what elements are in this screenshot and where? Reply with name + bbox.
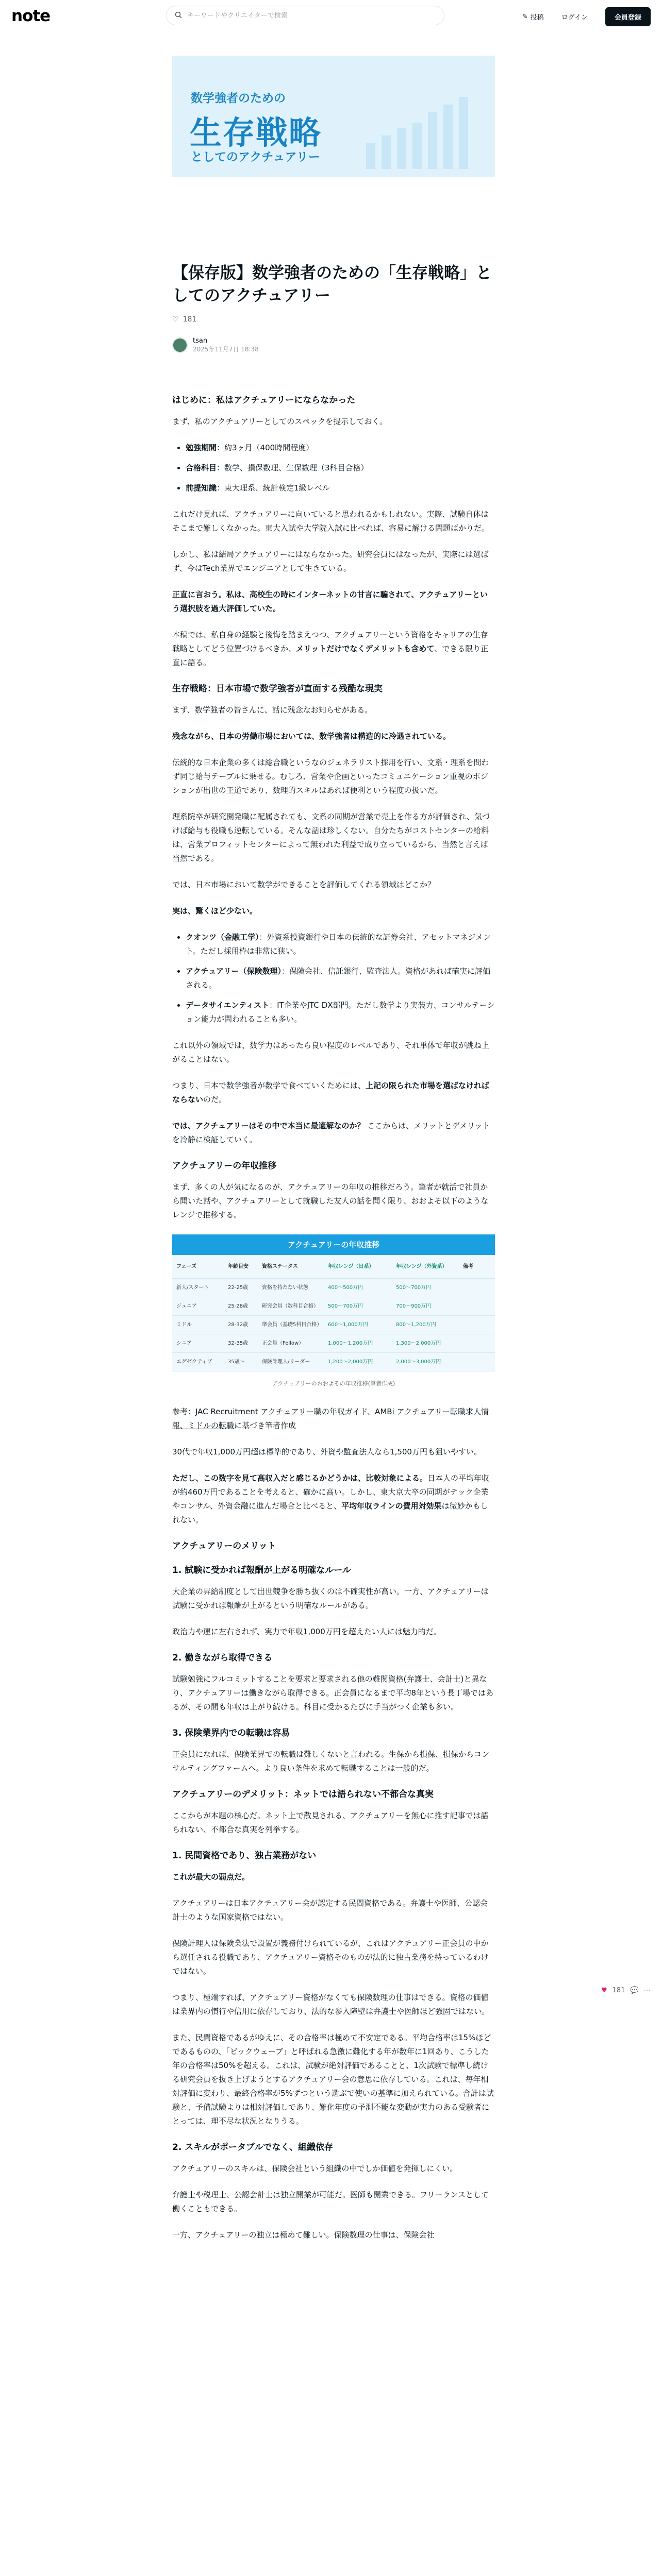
heart-icon[interactable]: ♥ bbox=[601, 1987, 607, 1994]
paragraph: まず、数学強者の皆さんに、話に残念なお知らせがある。 bbox=[172, 705, 373, 715]
paragraph: では、日本市場において数学ができることを評価してくれる領域はどこか？ bbox=[172, 880, 436, 889]
spec-list bbox=[172, 441, 495, 495]
publish-date: 2025年11月7日 18:38 bbox=[193, 346, 259, 353]
paragraph: また、民間資格であるがゆえに、その合格率は極めて不安定である。平均合格率は15%ほどであるものの、「ビックウェーブ」と呼ばれる急激に難化する年が数年に1回あり、こうした年の合格率は50%を超える。これは、試験が絶対評価であることと、1次試験で標準し続ける研究会員を抜き上げようとするアクチュアリー会の意思に依存している。これは、毎年相対評価に変わり、最終合格率が5%ずつという選ぶで使いの基準に加えられている。合計は試験と、予備試験よりは相対評価しであり、難化年度の予測不能な変動が実力のある受験者にとっては、理不尽な状況となりうる。 bbox=[172, 2033, 494, 2126]
list-item: • クオンツ（金融工学）：外資系投資銀行や日本の伝統的な証券会社、アセットマネジメント。ただし採用枠は非常に狭い。 bbox=[186, 930, 495, 958]
paragraph: 実は、驚くほど少ない。 bbox=[172, 906, 258, 916]
salary-table bbox=[172, 1234, 495, 1371]
paragraph: これ以外の領域では、数学力はあったら良い程度のレベルであり、それ単体で年収が跳ね上がることはない。 bbox=[172, 1041, 489, 1064]
sub-heading: 1. 民間資格であり、独占業務がない bbox=[172, 1851, 317, 1861]
header-image bbox=[172, 56, 495, 177]
like-count: 181 bbox=[183, 315, 197, 324]
comment-icon[interactable]: 💬 bbox=[630, 1987, 639, 1994]
table-header-row: フェーズ 年齢目安 資格ステータス 年収レンジ（日系） 年収レンジ（外資系） 備考 bbox=[172, 1255, 495, 1279]
paragraph: しかし、私は結局アクチュアリーにはならなかった。研究会員にはなったが、実際には選ばず、今はTech業界でエンジニアとして生きている。 bbox=[172, 550, 489, 573]
paragraph: まず、私のアクチュアリーとしてのスペックを提示しておく。 bbox=[172, 417, 388, 426]
note-logo[interactable]: note bbox=[11, 7, 51, 25]
paragraph: 大企業の昇給制度として出世競争を勝ち抜くのは不確実性が高い。一方、アクチュアリーは試験に受かれば報酬が上がるという明確なルールがある。 bbox=[172, 1587, 489, 1610]
paragraph: 残念ながら、日本の労働市場においては、数学強者は構造的に冷遇されている。 bbox=[172, 732, 451, 741]
reference-links[interactable]: JAC Recruitment アクチュアリー職の年収ガイド、AMBi アクチュアリー転職求人情報、ミドルの転職 bbox=[172, 1407, 489, 1430]
avatar[interactable] bbox=[172, 337, 188, 353]
table-title: アクチュアリーの年収推移 bbox=[172, 1234, 495, 1255]
hero-line-1: 数学強者のための bbox=[191, 92, 286, 105]
paragraph: 政治力や運に左右されず、実力で年収1,000万円を超えたい人には魅力的だ。 bbox=[172, 1627, 441, 1636]
post-label: 投稿 bbox=[530, 14, 544, 22]
more-icon[interactable]: ⋯ bbox=[643, 1987, 651, 1994]
paragraph: 30代で年収1,000万円超は標準的であり、外資や監査法人なら1,500万円も狙いやすい。 bbox=[172, 1447, 482, 1456]
paragraph: 理系院卒が研究開発職に配属されても、文系の同期が営業で売上を作る方が評価され、気づけば給与も役職も逆転している。そんな話は珍しくない。自分たちがコストセンターの給料は、営業プロフィットセンターによって無われた利益で成り立っているから、当然と言えば当然である。 bbox=[172, 812, 490, 863]
article-body bbox=[172, 383, 495, 2255]
section-heading: はじめに：私はアクチュアリーにならなかった bbox=[172, 395, 356, 405]
list-item: • データサイエンティスト：IT企業やJTC DX部門。ただし数学より実装力、コンサルテーション能力が問われることも多い。 bbox=[186, 998, 495, 1026]
list-item: • 前提知識：東大理系、統計検定1級レベル bbox=[186, 481, 495, 495]
reference: 参考：JAC Recruitment アクチュアリー職の年収ガイド、AMBi アクチュアリー転職求人情報、ミドルの転職に基づき筆者作成 bbox=[172, 1407, 489, 1430]
sub-heading: 3. 保険業界内での転職は容易 bbox=[172, 1728, 290, 1738]
field-list bbox=[172, 930, 495, 1026]
list-item: • 勉強期間：約3ヶ月（400時間程度） bbox=[186, 441, 495, 455]
search-input[interactable] bbox=[187, 12, 424, 20]
paragraph: これが最大の弱点だ。 bbox=[172, 1872, 250, 1882]
login-button[interactable]: ログイン bbox=[561, 14, 588, 22]
heart-icon[interactable]: ♡ bbox=[172, 315, 179, 324]
article-title: 【保存版】数学強者のための「生存戦略」としてのアクチュアリー bbox=[172, 264, 492, 305]
pen-icon: ✎ bbox=[522, 13, 528, 21]
paragraph: つまり、日本で数学強者が数学で食べていくためには、上記の限られた市場を選ばなければならないのだ。 bbox=[172, 1081, 490, 1104]
search-box[interactable] bbox=[166, 6, 444, 25]
table-row: エグゼクティブ 35歳〜 保険計理人/リーダー 1,200〜2,000万円 2,000〜3,000万円 bbox=[172, 1353, 495, 1371]
signup-button[interactable]: 会員登録 bbox=[605, 7, 651, 26]
table-caption: アクチュアリーのおおよその年収推移(筆者作成) bbox=[272, 1380, 395, 1387]
paragraph: アクチュアリーのスキルは、保険会社という組織の中でしか価値を発揮しにくい。 bbox=[172, 2164, 458, 2173]
table-row: ミドル 28-32歳 準会員（基礎5科目合格） 600〜1,000万円 800〜1,200万円 bbox=[172, 1316, 495, 1334]
author-name[interactable]: tsan bbox=[193, 337, 208, 345]
hero-line-2: 生存戦略 bbox=[190, 114, 322, 151]
section-heading: 生存戦略：日本市場で数学強者が直面する残酷な現実 bbox=[172, 684, 383, 694]
like-count: 181 bbox=[612, 1987, 625, 1994]
paragraph: 本稿では、私自身の経験と後悔を踏まえつつ、アクチュアリーという資格をキャリアの生存戦略としてどう位置づけるべきか、メリットだけでなくデメリットも含めて、できる限り正直に語る。 bbox=[172, 630, 489, 667]
site-header bbox=[0, 0, 662, 32]
post-link[interactable] bbox=[522, 12, 544, 22]
section-heading: アクチュアリーの年収推移 bbox=[172, 1161, 277, 1171]
section-heading: アクチュアリーのメリット bbox=[172, 1541, 276, 1551]
paragraph: これだけ見れば、アクチュアリーに向いていると思われるかもしれない。実際、試験自体はそこまで難しくなかった。東大入試や大学院入試に比べれば、容易に解ける問題ばかりだ。 bbox=[172, 510, 490, 533]
paragraph: まず、多くの人が気になるのが、アクチュアリーの年収の推移だろう。筆者が就活で社員から聞いた話や、アクチュアリーとして就職した友人の話を聞く限り、おおよそ以下のようなレンジで推移する。 bbox=[172, 1182, 489, 1219]
section-heading: アクチュアリーのデメリット：ネットでは語られない不都合な真実 bbox=[172, 1789, 434, 1800]
table-row: 新人/スタート 22-25歳 資格を持たない状態 400〜500万円 500〜700万円 bbox=[172, 1279, 495, 1297]
paragraph: では、アクチュアリーはその中で本当に最適解なのか？ ここからは、メリットとデメリットを冷静に検証していく。 bbox=[172, 1121, 490, 1144]
table-row: ジュニア 25-28歳 研究会員（数科目合格） 500〜700万円 700〜900万円 bbox=[172, 1297, 495, 1316]
table-row: シニア 32-35歳 正会員（Fellow） 1,000〜1,200万円 1,300〜2,000万円 bbox=[172, 1334, 495, 1353]
paragraph: アクチュアリーは日本アクチュアリー会が認定する民間資格である。弁護士や医師、公認会計士のような国家資格ではない。 bbox=[172, 1899, 488, 1922]
paragraph: 伝統的な日本企業の多くは総合職というなのジェネラリスト採用を行い、文系・理系を問わず同じ給与テーブルに乗せる。むしろ、営業や企画といったコミュニケーション重視のポジションが出世の王道であり、数理的スキルはあれば便利という程度の扱いだ。 bbox=[172, 758, 489, 795]
paragraph: 弁護士や税理士、公認会計士は独立開業が可能だ。医師も開業できる。フリーランスとして働くこともできる。 bbox=[172, 2190, 489, 2213]
bar-graph-decoration bbox=[361, 87, 479, 169]
paragraph: つまり、極端すれば、アクチュアリー資格がなくても保険数理の仕事はできる。資格の価値は業界内の慣行や信用に依存しており、法的な参入障壁は弁護士や医師ほど強固ではない。 bbox=[172, 1993, 490, 2016]
hero-line-3: としてのアクチュアリー bbox=[191, 150, 320, 164]
paragraph: 正直に言おう。私は、高校生の時にインターネットの甘言に騙されて、アクチュアリーという選択肢を過大評価していた。 bbox=[172, 590, 488, 613]
sub-heading: 2. 働きながら取得できる bbox=[172, 1653, 273, 1663]
paragraph: ここからが本題の核心だ。ネット上で散見される、アクチュアリーを無心に推す記事では語られない、不都合な真実を列挙する。 bbox=[172, 1811, 489, 1834]
paragraph: 保険計理人は保険業法で設置が義務付けられているが、これはアクチュアリー正会員の中から選任される役職であり、アクチュアリー資格そのものが法的に独占業務を持っているわけではない。 bbox=[172, 1939, 489, 1976]
like-area[interactable] bbox=[172, 315, 196, 324]
paragraph: 正会員になれば、保険業界での転職は難しくないと言われる。生保から損保、損保からコンサルティングファームへ。より良い条件を求めて転職することは一般的だ。 bbox=[172, 1750, 490, 1773]
author-info[interactable] bbox=[172, 337, 259, 353]
floating-like[interactable] bbox=[601, 1987, 651, 1994]
paragraph: 試験勉強にフルコミットすることを要求と要求される他の難関資格(弁護士、会計士)と異なり、アクチュアリーは働きながら取得できる。正会員になるまで平均8年という長丁場ではあるが、その間も年収は上がり続ける。科目に受かるたびに手当がつく企業も多い。 bbox=[172, 1674, 494, 1711]
list-item: • アクチュアリー（保険数理）：保険会社、信託銀行、監査法人。資格があれば確実に評価される。 bbox=[186, 964, 495, 992]
list-item: • 合格科目：数学、損保数理、生保数理（3科目合格） bbox=[186, 461, 495, 475]
paragraph: 一方、アクチュアリーの独立は極めて難しい。保険数理の仕事は、保険会社 bbox=[172, 2230, 435, 2240]
sub-heading: 1. 試験に受かれば報酬が上がる明確なルール bbox=[172, 1565, 351, 1575]
paragraph: ただし、この数字を見て高収入だと感じるかどうかは、比較対象による。日本人の平均年収が約460万円であることを考えると、確かに高い。しかし、東大京大卒の同期がテック企業やコンサル、外資金融に進んだ場合と比べると、平均年収ラインの費用対効果は微妙かもしれない。 bbox=[172, 1473, 490, 1524]
search-icon bbox=[175, 11, 182, 21]
sub-heading: 2. スキルがポータブルでなく、組織依存 bbox=[172, 2142, 334, 2153]
